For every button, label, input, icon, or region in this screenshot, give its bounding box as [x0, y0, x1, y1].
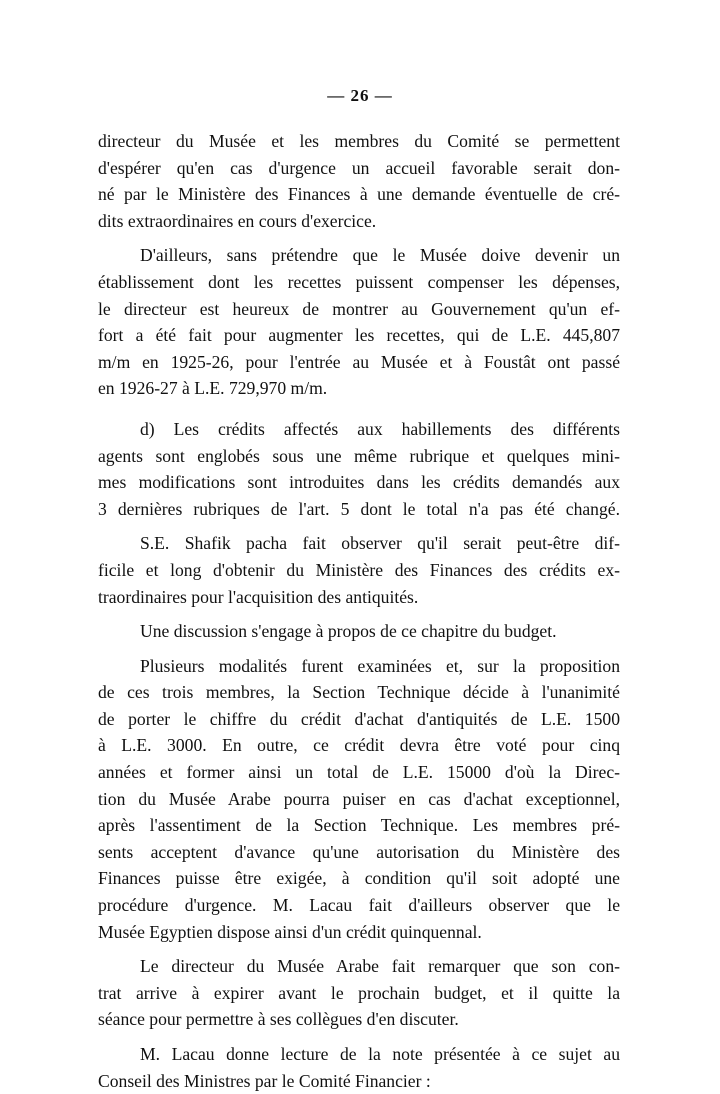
paragraph-modalites [98, 653, 620, 946]
paragraph-item-d [98, 416, 620, 522]
text-line: d) Les crédits affectés aux habillements des différents [140, 418, 620, 439]
page-number: — 26 — [327, 86, 393, 105]
text-line: S.E. Shafik pacha fait observer qu'il serait peut-être dif- [140, 533, 620, 554]
text-line: années et former ainsi un total de L.E. 15000 d'où la Direc- [98, 762, 620, 783]
text-line: sents acceptent d'avance qu'une autorisation du Ministère des [98, 841, 620, 862]
text-line: séance pour permettre à ses collègues d'en discuter. [98, 1009, 459, 1030]
text-line: directeur du Musée et les membres du Comité se permettent [98, 131, 620, 151]
text-line: Une discussion s'engage à propos de ce chapitre du budget. [140, 621, 557, 642]
text-line: en 1926-27 à L.E. 729,970 m/m. [98, 378, 328, 399]
text-line: 3 dernières rubriques de l'art. 5 dont le total n'a pas été changé. [98, 498, 620, 519]
paragraph-lacau-note [98, 1041, 620, 1094]
text-line: fort a été fait pour augmenter les recettes, qui de L.E. 445,807 [98, 325, 620, 346]
text-line: M. Lacau donne lecture de la note présentée à ce sujet au [140, 1044, 620, 1064]
text-line: D'ailleurs, sans prétendre que le Musée doive devenir un [140, 245, 620, 266]
text-line: Le directeur du Musée Arabe fait remarquer que son con- [140, 956, 620, 977]
text-line: ficile et long d'obtenir du Ministère des Finances des crédits ex- [98, 559, 620, 580]
text-line: Musée Egyptien dispose ainsi d'un crédit quinquennal. [98, 921, 482, 942]
paragraph-discussion [98, 618, 620, 645]
body-text [98, 128, 620, 1094]
text-line: trat arrive à expirer avant le prochain budget, et il quitte la [98, 982, 620, 1003]
paragraph-recettes [98, 242, 620, 402]
text-line: d'espérer qu'en cas d'urgence un accueil favorable serait don- [98, 157, 620, 178]
text-line: traordinaires pour l'acquisition des antiquités. [98, 586, 419, 607]
text-line: à L.E. 3000. En outre, ce crédit devra être voté pour cinq [98, 735, 620, 756]
text-line: Finances puisse être exigée, à condition qu'il soit adopté une [98, 868, 620, 889]
paragraph-shafik [98, 530, 620, 610]
text-line: après l'assentiment de la Section Technique. Les membres pré- [98, 815, 620, 836]
text-line: né par le Ministère des Finances à une demande éventuelle de cré- [98, 184, 620, 205]
text-line: agents sont englobés sous une même rubrique et quelques mini- [98, 445, 620, 466]
text-line: Plusieurs modalités furent examinées et, sur la proposition [140, 655, 620, 676]
text-line: le directeur est heureux de montrer au Gouvernement qu'un ef- [98, 298, 620, 319]
text-line: dits extraordinaires en cours d'exercice. [98, 210, 377, 231]
text-line: tion du Musée Arabe pourra puiser en cas d'achat exceptionnel, [98, 788, 620, 809]
text-line: Conseil des Ministres par le Comité Financier : [98, 1070, 431, 1091]
text-line: m/m en 1925-26, pour l'entrée au Musée et à Foustât ont passé [98, 351, 620, 372]
text-line: établissement dont les recettes puissent compenser les dépenses, [98, 271, 620, 292]
paragraph-continuation [98, 128, 620, 234]
text-line: de ces trois membres, la Section Technique décide à l'unanimité [98, 682, 620, 703]
text-line: de porter le chiffre du crédit d'achat d'antiquités de L.E. 1500 [98, 708, 620, 729]
text-line: mes modifications sont introduites dans les crédits demandés aux [98, 472, 620, 493]
paragraph-directeur-contrat [98, 953, 620, 1033]
text-line: procédure d'urgence. M. Lacau fait d'ailleurs observer que le [98, 895, 620, 916]
